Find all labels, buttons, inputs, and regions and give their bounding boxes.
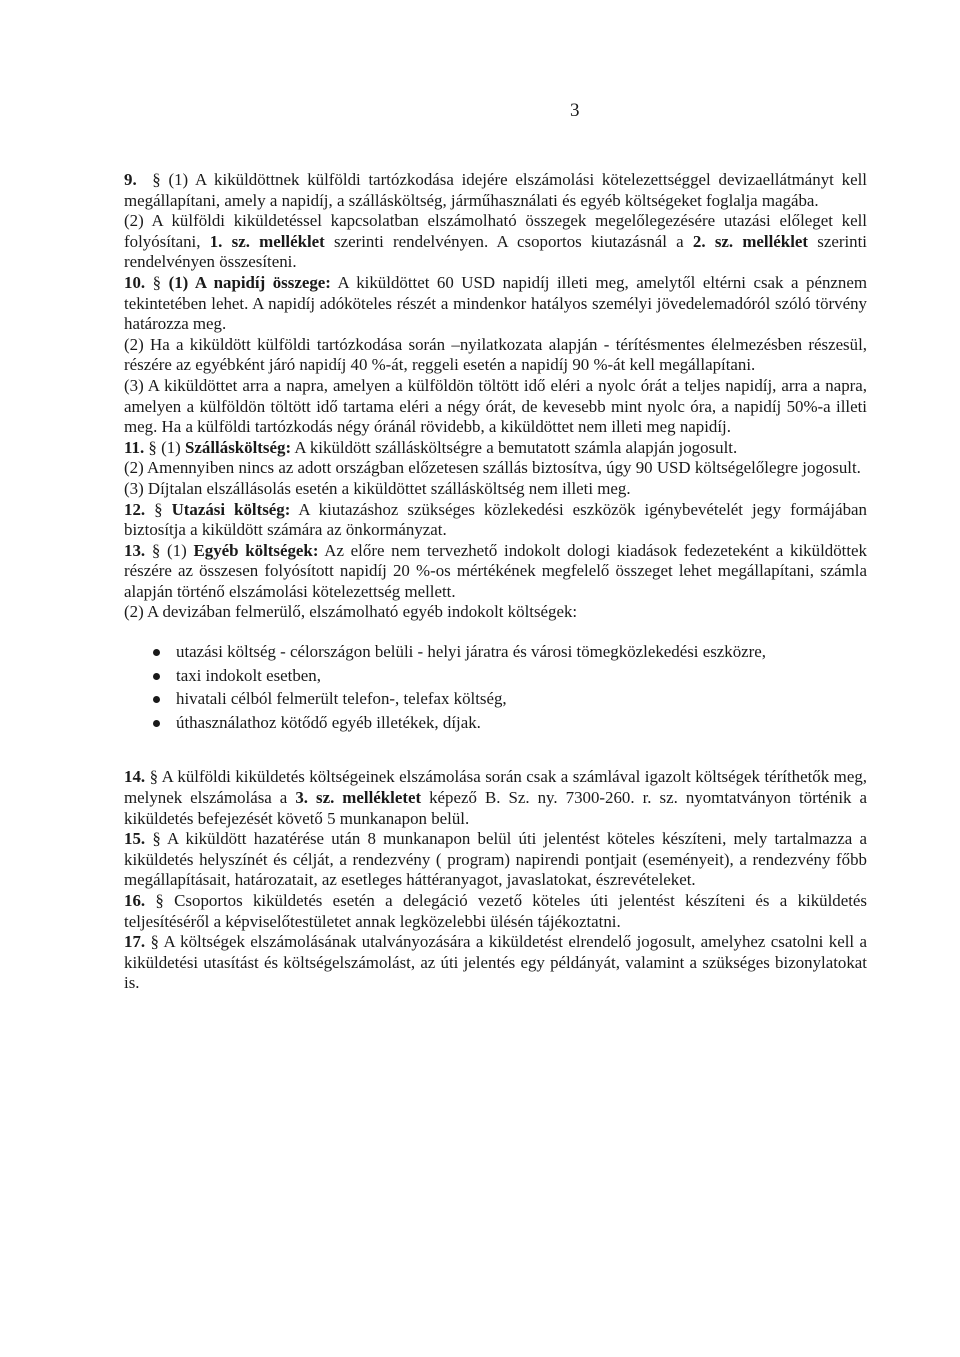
- section-sign: §: [152, 170, 161, 189]
- section-sign: §: [151, 540, 161, 560]
- section-sign: §: [148, 437, 157, 457]
- section-15-paragraph: 15. § A kiküldött hazatérése után 8 munkanapon belül úti jelentést köteles készíteni, mely tartalmazza a kiküldetés helyszínét és célját, a rendezvény ( program) napirendi pontjait (eseményeit), a rendezvény főbb megállapításait, határozatait, az esetleges háttéranyagot, javaslatokat, észrevételeket.: [124, 829, 867, 890]
- section-sign: §: [150, 932, 159, 952]
- section-11-paragraph-2: (2) Amennyiben nincs az adott országban előzetesen szállás biztosítva, úgy 90 USD költségelőlegre jogosult.: [124, 458, 861, 478]
- document-body: [124, 170, 867, 994]
- section-11-paragraph-1: 11. § (1) Szállásköltség: A kiküldött szállásköltségre a bemutatott számla alapján jogosult.: [124, 437, 738, 457]
- section-number: 12.: [124, 499, 146, 519]
- section-12-paragraph: 12. § Utazási költség: A kiutazáshoz szükséges közlekedési eszközök igénybevételét jegy formájában biztosítja a kiküldött számára az önkormányzat.: [124, 499, 867, 540]
- section-14-paragraph: 14. § A külföldi kiküldetés költségeinek elszámolása során csak a számlával igazolt költségek téríthetők meg, melynek elszámolása a 3. sz. mellékletet képező B. Sz. ny. 7300-260. r. sz. nyomtatványon történik a kiküldetés befejezését követő 5 munkanapon belül.: [124, 767, 867, 828]
- bullet-item: utazási költség - célországon belüli - helyi járatra és városi tömegközlekedési eszközre,: [124, 642, 867, 663]
- section-11-paragraph-3: (3) Díjtalan elszállásolás esetén a kiküldöttet szállásköltség nem illeti meg.: [124, 478, 631, 498]
- section-number: 9.: [124, 170, 137, 189]
- annex-reference: 3. sz. mellékletet: [295, 788, 422, 808]
- section-number: 11.: [124, 437, 145, 457]
- section-sign: §: [154, 499, 163, 519]
- section-17-paragraph: 17. § A költségek elszámolásának utalványozására a kiküldetést elrendelő jogosult, amelyhez csatolni kell a kiküldetési utasítást és költségelszámolást, az úti jelentés egy példányát, valamint a szükséges bizonylatokat is.: [124, 932, 867, 993]
- annex-reference: 2. sz. melléklet: [692, 231, 809, 251]
- bullet-item: taxi indokolt esetben,: [124, 666, 867, 687]
- section-sign: §: [155, 891, 164, 910]
- section-sign: §: [152, 272, 162, 292]
- section-number: 17.: [124, 932, 146, 952]
- section-9-paragraph-1: 9. § (1) A kiküldöttnek külföldi tartózkodása idejére elszámolási kötelezettséggel devizaellátmányt kell megállapítani, amely a napidíj, a szállásköltség, járműhasználati és egyéb költségeket foglalja magába.: [124, 170, 867, 210]
- section-13-paragraph-2: (2) A devizában felmerülő, elszámolható egyéb indokolt költségek:: [124, 602, 578, 622]
- section-sign: §: [152, 829, 161, 849]
- section-10-paragraph-2: (2) Ha a kiküldött külföldi tartózkodása során –nyilatkozata alapján - térítésmentes élelmezésben részesül, részére az egyébként járó napidíj 40 %-át, reggeli esetén a napidíj 90 %-át kell megállapítani.: [124, 334, 867, 375]
- section-number: 13.: [124, 540, 146, 560]
- bullet-item: úthasználathoz kötődő egyéb illetékek, díjak.: [124, 713, 867, 734]
- cost-bullet-list: [124, 642, 867, 733]
- bullet-item: hivatali célból felmerült telefon-, telefax költség,: [124, 689, 867, 710]
- section-number: 10.: [124, 272, 146, 292]
- section-heading: (1) A napidíj összege:: [168, 272, 331, 292]
- section-16-paragraph: 16. § Csoportos kiküldetés esetén a delegáció vezető köteles úti jelentést készíteni és a kiküldetés teljesítéséről a képviselőtestületet annak legközelebbi ülésén tájékoztatni.: [124, 891, 867, 931]
- section-10-paragraph-1: 10. § (1) A napidíj összege: A kiküldöttet 60 USD napidíj illeti meg, amelytől eltérni csak a pénznem tekintetében lehet. A napidíj adóköteles részét a mindenkor hatályos személyi jövedelemadóról szóló törvény határozza meg.: [124, 272, 867, 334]
- section-number: 16.: [124, 891, 146, 910]
- annex-reference: 1. sz. melléklet: [209, 231, 325, 251]
- page-number: 3: [570, 100, 580, 121]
- section-heading: Egyéb költségek:: [193, 540, 319, 560]
- section-number: 14.: [124, 767, 146, 787]
- section-heading: Szállásköltség:: [185, 437, 292, 457]
- spacer: [124, 736, 867, 767]
- section-13-paragraph-1: 13. § (1) Egyéb költségek: Az előre nem tervezhető indokolt dologi kiadások fedezeteként a kiküldöttek részére az összesen folyósított napidíj 20 %-os mértékének megfelelő összeget lehet megállapítani, számla alapján történő elszámolási kötelezettség mellett.: [124, 540, 867, 601]
- section-sign: §: [149, 767, 159, 787]
- section-9-paragraph-2: (2) A külföldi kiküldetéssel kapcsolatban elszámolható összegek megelőlegezésére utazási előleget kell folyósítani, 1. sz. melléklet szerinti rendelvényen. A csoportos kiutazásnál a 2. sz. melléklet szerinti rendelvényen összesíteni.: [124, 211, 867, 272]
- section-heading: Utazási költség:: [171, 499, 291, 519]
- section-number: 15.: [124, 829, 146, 849]
- section-10-paragraph-3: (3) A kiküldöttet arra a napra, amelyen a külföldön töltött idő eléri a nyolc órát a teljes napidíj, arra a napra, amelyen a külföldön töltött idő tartama eléri a négy órát, de kevesebb mint nyolc óra, a napidíj 50%-a illeti meg. Ha a külföldi tartózkodás négy óránál rövidebb, a kiküldöttet nem illeti meg napidíj.: [124, 375, 867, 437]
